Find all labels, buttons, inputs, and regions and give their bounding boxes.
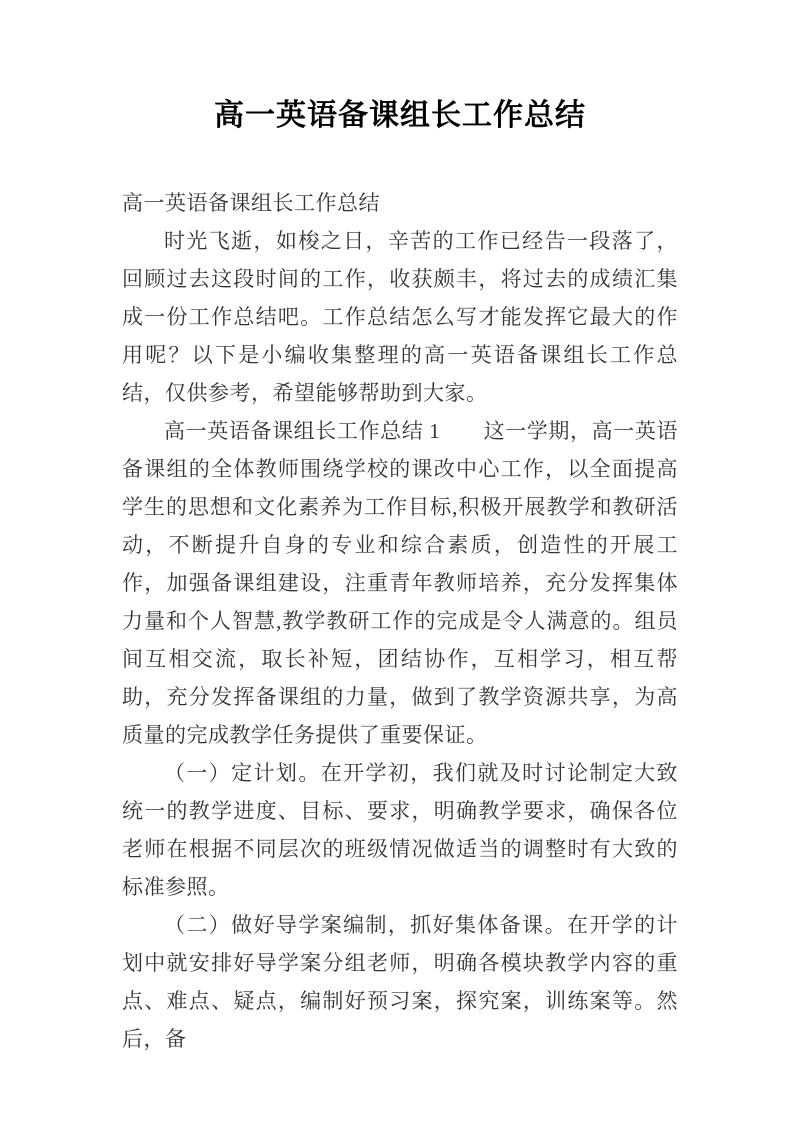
document-body xyxy=(122,184,678,1058)
paragraph-summary-1: 高一英语备课组长工作总结 1 这一学期，高一英语备课组的全体教师围绕学校的课改中心工作，以全面提高学生的思想和文化素养为工作目标,积极开展教学和教研活动，不断提升自身的专业和综合素质，创造性的开展工作，加强备课组建设，注重青年教师培养，充分发挥集体力量和个人智慧,教学教研工作的完成是令人满意的。组员间互相交流，取长补短，团结协作，互相学习，相互帮助，充分发挥备课组的力量，做到了教学资源共享，为高质量的完成教学任务提供了重要保证。 xyxy=(122,419,678,747)
paragraph-item-1: （一）定计划。在开学初，我们就及时讨论制定大致统一的教学进度、目标、要求，明确教学要求，确保各位老师在根据不同层次的班级情况做适当的调整时有大致的标准参照。 xyxy=(122,761,678,899)
paragraph-repeat-title: 高一英语备课组长工作总结 xyxy=(122,191,380,215)
paragraph-intro: 时光飞逝，如梭之日，辛苦的工作已经告一段落了，回顾过去这段时间的工作，收获颇丰，将过去的成绩汇集成一份工作总结吧。工作总结怎么写才能发挥它最大的作用呢？以下是小编收集整理的高一英语备课组长工作总结，仅供参考，希望能够帮助到大家。 xyxy=(122,229,678,405)
document-title: 高一英语备课组长工作总结 xyxy=(214,99,586,132)
paragraph-item-2: （二）做好导学案编制，抓好集体备课。在开学的计划中就安排好导学案分组老师，明确各模块教学内容的重点、难点、疑点，编制好预习案，探究案，训练案等。然后，备 xyxy=(122,913,678,1051)
